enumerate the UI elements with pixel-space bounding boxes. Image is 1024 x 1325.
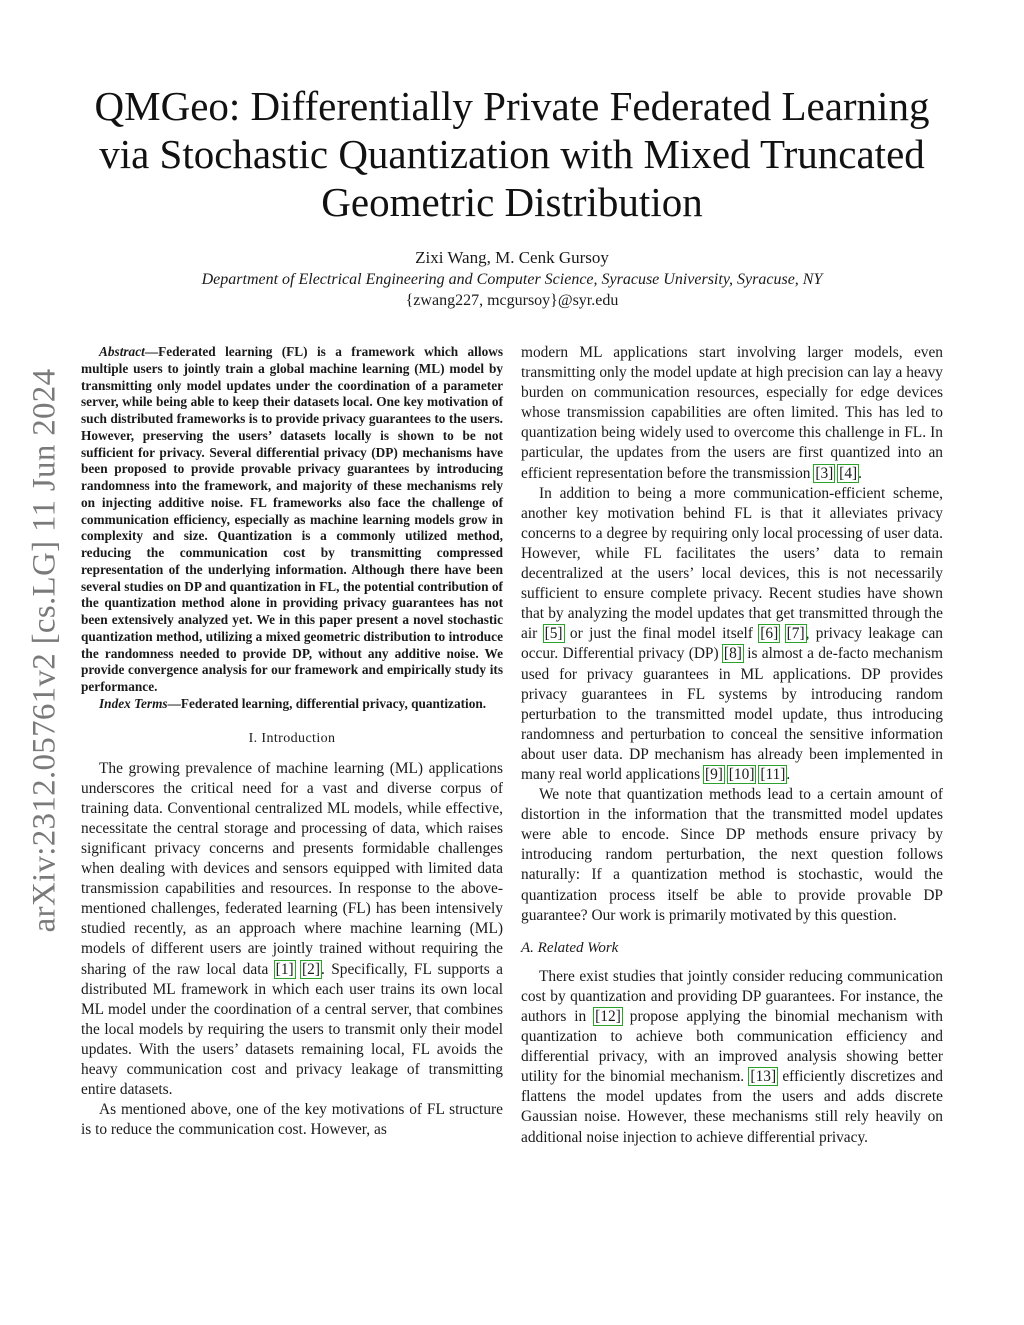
authors: Zixi Wang, M. Cenk Gursoy: [415, 248, 609, 267]
cite-close: ]: [314, 960, 320, 978]
intro-p1-text: The growing prevalence of machine learning (ML) applications underscores the critical need for a vast and diverse corpus of training data. Conventional centralized ML models, while effective, necessitate the central storage and processing of data, which raises significant privacy concerns and presents formidable challenges when dealing with devices and sensors equipped with limited data transmission capabilities and resources. In response to the above-mentioned challenges, federated learning (FL) has been intensively studied recently, as an approach where machine learning (ML) models of different users are jointly trained without requiring the sharing of the raw local data: [81, 759, 503, 978]
cite-close: ]: [736, 645, 742, 663]
intro-p3-end: .: [786, 765, 791, 783]
related-work-paragraph-1: [521, 967, 943, 1148]
citation-link[interactable]: [275, 961, 295, 978]
citation-link[interactable]: [301, 961, 321, 978]
cite-open: [: [723, 645, 730, 663]
cite-close: ]: [780, 765, 786, 783]
cite-number: 8: [729, 645, 737, 663]
intro-p3-text-d: is almost a de-facto mechanism used for privacy guarantees in ML applications. DP provides privacy guarantees in FL systems by introducing random perturbation to the transmitted model update, thus introducing randomness and perturbation to conceal the sensitive information about user data. DP mechanism has already been implemented in many real world applications: [521, 645, 943, 783]
citation-link[interactable]: [759, 766, 786, 783]
citation-link[interactable]: [704, 766, 724, 783]
section-heading-introduction: I. Introduction: [248, 730, 336, 746]
intro-paragraph-3: [521, 484, 943, 785]
cite-close: ]: [288, 960, 294, 978]
affiliation: Department of Electrical Engineering and Computer Science, Syracuse University, Syracuse, NY: [201, 271, 823, 288]
intro-p2-text: modern ML applications start involving larger models, even transmitting only the model update at high precision can lay a heavy burden on communication resources, especially for edge devices whose transmission capabilities are often limited. This has led to quantization being widely used to overcome this challenge in FL. In particular, the updates from the users are first quantized into an efficient representation before the transmission: [521, 344, 943, 482]
citation-link[interactable]: [594, 1008, 622, 1025]
cite-open: [: [760, 625, 766, 643]
citation-link[interactable]: [759, 625, 779, 642]
intro-p3-text-a: In addition to being a more communication-efficient scheme, another key motivation behind FL is that it alleviates privacy concerns to a degree by requiring only local processing of user data. However, while FL facilitates the users’ data to remain decentralized at the users’ local devices, this is not necessarily sufficient to ensure complete privacy. Recent studies have shown that by analyzing the model updates that get transmitted through the air: [521, 484, 943, 643]
abstract-text: —Federated learning (FL) is a framework which allows multiple users to jointly train a global machine learning (ML) model by transmitting only model updates under the coordination of a parameter server, while being able to keep their datasets local. One key motivation of such distributed frameworks is to provide privacy guarantees to the users. However, preserving the users’ datasets locally is shown to be not sufficient for privacy. Several differential privacy (DP) mechanisms have been proposed to provide provable privacy guarantees by introducing randomness into the framework, and majority of these mechanisms rely on injecting additive noise. FL frameworks also face the challenge of communication efficiency, especially as machine learning models grow in complexity and size. Quantization is a commonly utilized method, reducing the communication cost by transmitting compressed representation of the underlying information. Although there have been several studies on DP and quantization in FL, the potential contribution of the quantization method alone in providing privacy guarantees has not been extensively analyzed yet. We in this paper present a novel stochastic quantization method, utilizing a mixed geometric distribution to introduce the randomness needed to provide DP, without any additive noise. We provide convergence analysis for our framework and empirically study its performance.: [81, 344, 503, 694]
cite-number: 5: [549, 625, 558, 643]
left-column: [81, 344, 503, 1140]
intro-p1-text-cont: . Specifically, FL supports a distributed ML framework in which each user trains its own local ML model under the coordination of a central server, that combines the local models by requiring the users to transmit only their model updates. With the users’ datasets remaining local, FL avoids the heavy communication cost and privacy leakage of transmitting entire datasets.: [81, 960, 503, 1099]
cite-number: 11: [765, 765, 781, 783]
intro-paragraph-2-cont: [521, 343, 943, 484]
intro-p3-text-c: , privacy leakage can occur. Differential privacy (DP): [521, 625, 943, 663]
arxiv-identifier-sidebar: [22, 340, 68, 960]
intro-paragraph-2-start: As mentioned above, one of the key motivations of FL structure is to reduce the communication cost. However, as: [81, 1101, 503, 1139]
intro-paragraph-4: We note that quantization methods lead to a certain amount of distortion in the information that the transmitted model updates were able to encode. Since DP methods ensure privacy by introducing random perturbation, the next question follows naturally: If a quantization method is stochastic, would the quantization process itself be able to provide provable DP guarantee? Our work is primarily motivated by this question.: [521, 786, 943, 924]
cite-close: ]: [770, 1068, 777, 1086]
title-line-2: via Stochastic Quantization with Mixed Truncated: [99, 131, 925, 177]
abstract-label: Abstract: [99, 344, 145, 359]
cite-open: [: [595, 1008, 601, 1025]
intro-p3-text-b: or just the final model itself: [569, 625, 753, 643]
cite-open: [: [750, 1068, 756, 1086]
cite-open: [: [544, 625, 550, 643]
cite-open: [: [275, 960, 281, 978]
cite-close: ]: [717, 765, 723, 783]
citation-link[interactable]: [786, 625, 806, 642]
cite-open: [: [760, 765, 766, 783]
cite-number: 3: [820, 464, 829, 482]
cite-close: ]: [557, 625, 563, 643]
index-terms-label: Index Terms: [99, 695, 168, 711]
cite-number: 7: [791, 625, 800, 643]
citation-link[interactable]: [723, 645, 743, 662]
cite-number: 4: [844, 464, 853, 482]
cite-close: ]: [852, 464, 858, 482]
title-line-3: Geometric Distribution: [321, 179, 703, 225]
abstract: [81, 344, 503, 696]
cite-open: [: [786, 625, 792, 643]
cite-close: ]: [749, 765, 755, 783]
citation-link[interactable]: [728, 766, 756, 783]
cite-open: [: [728, 765, 734, 783]
related-p1-text-a: There exist studies that jointly consider reducing communication cost by quantization and providing DP guarantees. For instance, the authors in: [521, 967, 943, 1025]
subsection-heading-related-work: A. Related Work: [521, 939, 619, 956]
citation-link[interactable]: [814, 465, 834, 482]
index-terms-text: —Federated learning, differential privacy, quantization.: [167, 695, 487, 711]
cite-number: 6: [765, 625, 774, 643]
related-p1-text-c: efficiently discretizes and flattens the model updates from the users and adds discrete Gaussian noise. However, these mechanisms still rely heavily on additional noise injection to achieve differential privacy.: [521, 1068, 943, 1146]
cite-open: [: [839, 464, 845, 482]
cite-close: ]: [828, 464, 834, 482]
cite-close: ]: [773, 625, 779, 643]
arxiv-identifier: arXiv:2312.05761v2 [cs.LG] 11 Jun 2024: [26, 368, 63, 932]
title-line-1: QMGeo: Differentially Private Federated Learning: [94, 83, 930, 129]
citation-link[interactable]: [838, 465, 858, 482]
cite-open: [: [302, 960, 308, 978]
cite-close: ]: [799, 625, 805, 643]
cite-number: 12: [600, 1008, 616, 1025]
index-terms: [81, 696, 503, 713]
right-column: [521, 343, 943, 1148]
paper-title: [70, 82, 954, 226]
author-emails: {zwang227, mcgursoy}@syr.edu: [405, 292, 619, 309]
cite-close: ]: [615, 1008, 621, 1025]
cite-open: [: [704, 765, 711, 783]
citation-link[interactable]: [544, 625, 564, 642]
cite-number: 2: [307, 960, 315, 978]
intro-paragraph-1: [81, 759, 503, 1101]
cite-number: 10: [733, 765, 750, 783]
cite-number: 9: [710, 765, 718, 783]
cite-number: 1: [280, 960, 289, 978]
cite-number: 13: [755, 1068, 771, 1086]
cite-open: [: [815, 464, 821, 482]
citation-link[interactable]: [749, 1068, 777, 1085]
related-p1-text-b: propose applying the binomial mechanism with quantization to achieve both communication efficiency and differential privacy, with an improved analysis showing better utility for the binomial mechanism.: [521, 1008, 943, 1086]
intro-p2-end: .: [858, 464, 863, 482]
